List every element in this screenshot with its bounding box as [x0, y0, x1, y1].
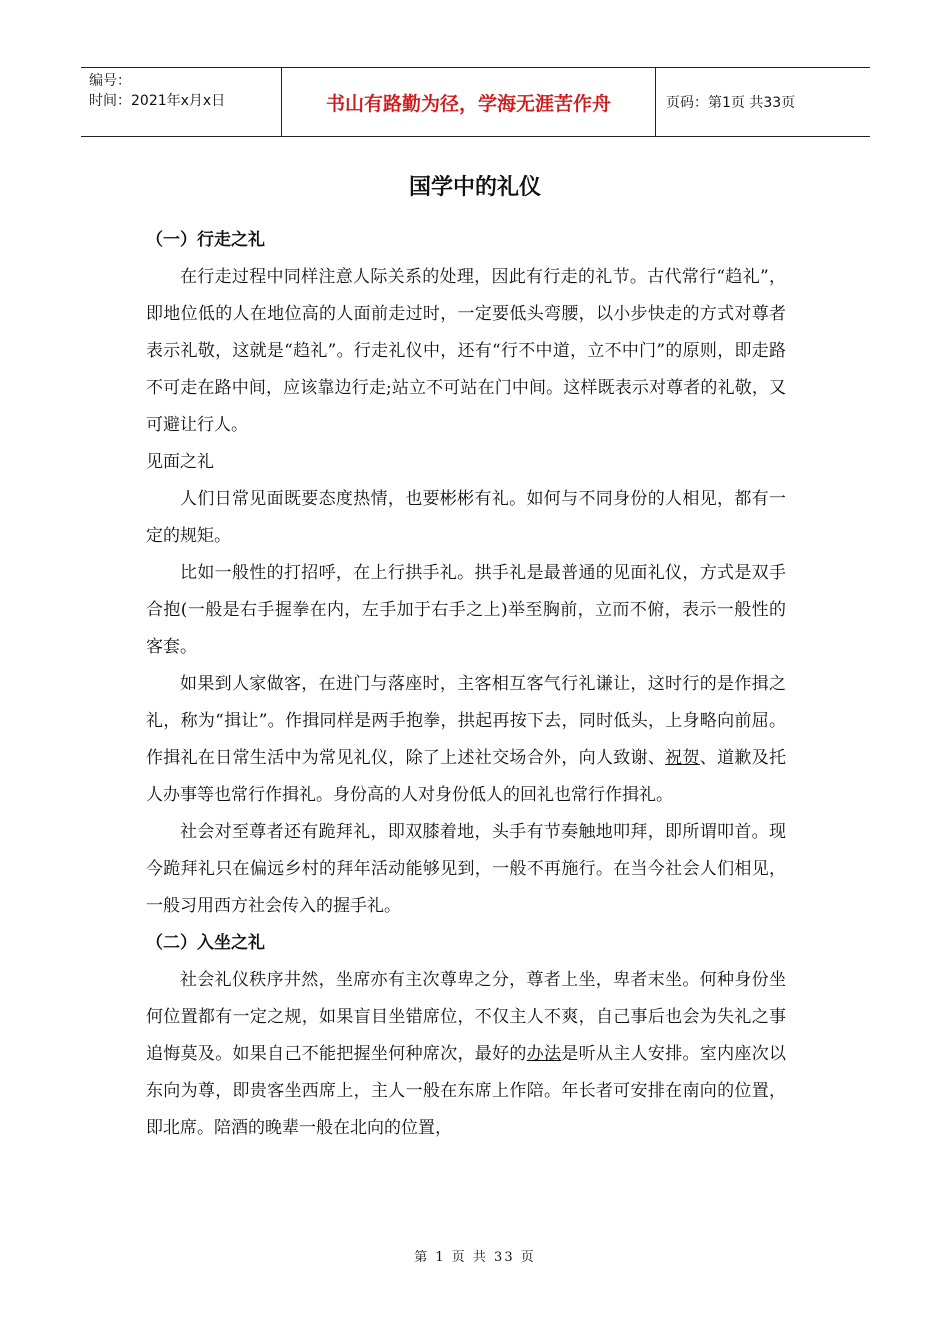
page-footer: 第 1 页 共 33 页 [414, 1250, 536, 1265]
link-congratulate[interactable]: 祝贺 [665, 748, 700, 768]
paragraph-text: 社会礼仪秩序井然，坐席亦有主次尊卑之分，尊者上坐，卑者末坐。何种身份坐何位置都有一定之规，如果盲目坐错席位，不仅主人不爽，自己事后也会为失礼之事追悔莫及。如果自己不能把握坐何种席次，最好的 [146, 970, 786, 1064]
paragraph-text: 是听从主人安排。室内座次以东向为尊，即贵客坐西席上，主人一般在东席上作陪。年长者可安排在南向的位置，即北席。陪酒的晚辈一般在北向的位置， [146, 1044, 787, 1138]
link-method[interactable]: 办法 [526, 1044, 562, 1064]
paragraph-text: 如果到人家做客，在进门与落座时，主客相互客气行礼谦让，这时行的是作揖之礼，称为“揖让”。作揖同样是两手抱拳，拱起再按下去，同时低头，上身略向前屈。作揖礼在日常生活中为常见礼仪，除了上述社交场合外，向人致谢、 [146, 674, 786, 768]
header-number: 编号： [89, 73, 131, 89]
paragraph: 在行走过程中同样注意人际关系的处理，因此有行走的礼节。古代常行“趋礼”，即地位低的人在地位高的人面前走过时，一定要低头弯腰，以小步快走的方式对尊者表示礼敬，这就是“趋礼”。行走礼仪中，还有“行不中道，立不中门”的原则，即走路不可走在路中间，应该靠边行走;站立不可站在门中间。这样既表示对尊者的礼敬，又可避让行人。 [146, 267, 786, 435]
header-meta [81, 68, 282, 136]
paragraph [146, 962, 786, 1147]
document-body [146, 222, 786, 1147]
page-title: 国学中的礼仪 [408, 175, 541, 200]
paragraph: 人们日常见面既要态度热情，也要彬彬有礼。如何与不同身份的人相见，都有一定的规矩。 [146, 489, 786, 546]
paragraph: 社会对至尊者还有跪拜礼，即双膝着地，头手有节奏触地叩拜，即所谓叩首。现今跪拜礼只在偏远乡村的拜年活动能够见到，一般不再施行。在当今社会人们相见，一般习用西方社会传入的握手礼。 [146, 822, 786, 916]
header-time: 时间：2021年x月x日 [89, 93, 226, 109]
document-header [81, 67, 870, 137]
header-page-info: 页码：第1页 共33页 [666, 95, 796, 111]
section-heading-walking: （一）行走之礼 [146, 230, 265, 250]
paragraph [146, 666, 786, 814]
section-heading-meeting: 见面之礼 [146, 452, 214, 472]
header-motto: 书山有路勤为径，学海无涯苦作舟 [282, 68, 656, 136]
paragraph-text: 、道歉及托人办事等也常行作揖礼。身份高的人对身份低人的回礼也常行作揖礼。 [146, 748, 787, 805]
section-heading-seating: （二）入坐之礼 [146, 933, 265, 953]
paragraph: 比如一般性的打招呼，在上行拱手礼。拱手礼是最普通的见面礼仪，方式是双手合抱(一般是右手握拳在内，左手加于右手之上)举至胸前，立而不俯，表示一般性的客套。 [146, 563, 786, 657]
